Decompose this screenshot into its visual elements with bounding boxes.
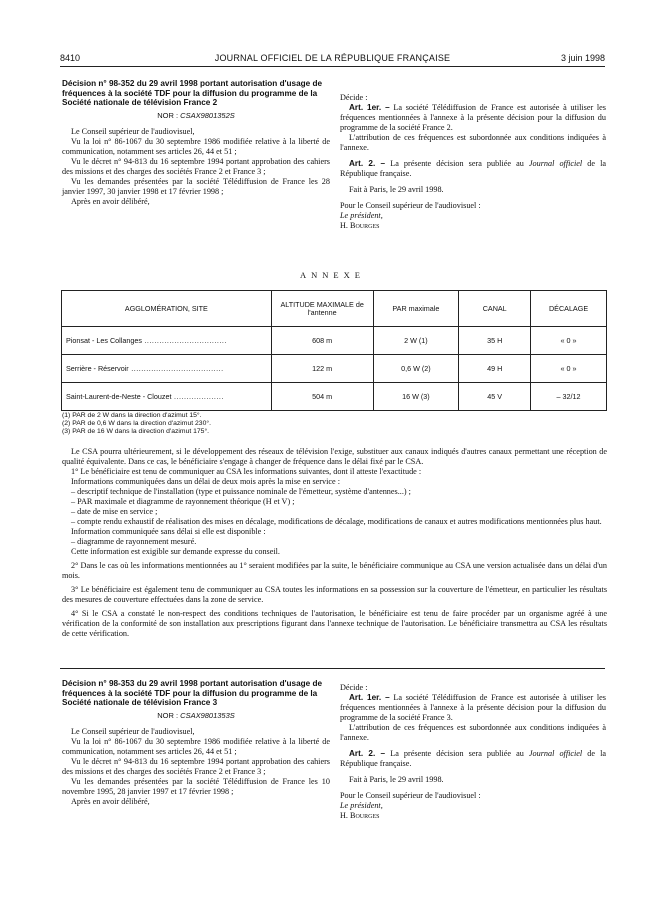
decision2-para: Vu la loi n° 86-1067 du 30 septembre 1986 modifiée relative à la liberté de communication, notamment ses articles 26, 44 et 51 ; [62, 736, 330, 756]
decision1-art1-label: Art. 1er. – [349, 103, 390, 112]
page-header [60, 53, 605, 67]
site-name: Saint-Laurent-de-Neste - Clouzet [66, 392, 172, 401]
annexe-table-header [62, 291, 607, 327]
decision1-fait: Fait à Paris, le 29 avril 1998. [349, 185, 444, 194]
column-header: DÉCALAGE [531, 291, 607, 327]
annexe-title: ANNEXE [300, 270, 365, 280]
leader-dots: .................... [171, 392, 224, 401]
site-cell [62, 327, 272, 355]
decalage-cell: – 32/12 [531, 383, 607, 411]
annexe-paragraph: 2° Dans le cas où les informations mentionnées au 1° seraient modifiées par la suite, le bénéficiaire communique au CSA une version actualisée dans un délai d'un mois. [62, 561, 607, 580]
decision1-para: Vu le décret n° 94-813 du 16 septembre 1994 portant approbation des cahiers des missions et des charges des sociétés France 2 et France 3 ; [62, 156, 330, 176]
table-row [62, 355, 607, 383]
decision1-art1-para2: L'attribution de ces fréquences est subordonnée aux conditions indiquées à l'annexe. [340, 133, 606, 152]
decision2-art2-label: Art. 2. – [349, 749, 386, 758]
decalage-cell: « 0 » [531, 327, 607, 355]
decision2-art2-pre: La présente décision sera publiée au [390, 749, 524, 758]
decision2-art1-text: La société Télédiffusion de France est autorisée à utiliser les fréquences mentionnées à l'annexe à la présente décision pour la diffusion du programme de la société France 3. [340, 693, 606, 722]
decision2-decide: Décide : [340, 683, 368, 692]
annexe-paragraph: – compte rendu exhaustif de réalisation des mises en décalage, modifications de décalage, modifications de canaux et autres modifications mentionnées plus haut. [71, 517, 602, 526]
decision2-art2-post: de la République française. [340, 749, 607, 768]
column-header: ALTITUDE MAXIMALE de l'antenne [271, 291, 373, 327]
decision1-art1 [340, 103, 606, 133]
decision2-art1-label: Art. 1er. – [349, 693, 390, 702]
site-cell [62, 355, 272, 383]
decision1-para: Vu la loi n° 86-1067 du 30 septembre 1986 modifiée relative à la liberté de communication, notamment ses articles 26, 44 et 51 ; [62, 136, 330, 156]
annexe-paragraph: – descriptif technique de l'installation (type et puissance nominale de l'émetteur, système d'antennes...) ; [71, 487, 411, 496]
decision1-art2-pre: La présente décision sera publiée au [390, 159, 524, 168]
table-row [62, 383, 607, 411]
decision2-sig-line1: Pour le Conseil supérieur de l'audiovisuel : [340, 791, 481, 800]
decision1-art2-label: Art. 2. – [349, 159, 386, 168]
annexe-paragraph: Informations communiquées dans un délai de deux mois après la mise en service : [71, 477, 340, 486]
decision2-para: Après en avoir délibéré, [71, 796, 150, 806]
table-note: (3) PAR de 16 W dans la direction d'azimut 175°. [62, 428, 210, 435]
decision1-sig-line1: Pour le Conseil supérieur de l'audiovisuel : [340, 201, 481, 210]
decision2-left-column [62, 679, 330, 807]
site-cell [62, 383, 272, 411]
decision2-sig-president: Le président, [340, 801, 383, 810]
annexe-paragraph: – date de mise en service ; [71, 507, 158, 516]
decision1-sig-president: Le président, [340, 211, 383, 220]
canal-cell: 49 H [459, 355, 531, 383]
annexe-paragraph: – diagramme de rayonnement mesuré. [71, 537, 197, 546]
decision1-art1-text: La société Télédiffusion de France est autorisée à utiliser les fréquences mentionnées à l'annexe à la présente décision pour la diffusion du programme de la société France 2. [340, 103, 606, 132]
leader-dots: ................................. [141, 336, 227, 345]
decision2-nor-label: NOR : [157, 710, 179, 720]
decision1-sig-line2 [340, 211, 606, 221]
decision2-title: Décision n° 98-353 du 29 avril 1998 portant autorisation d'usage de fréquences à la société TDF pour la diffusion du programme de la Société nationale de télévision France 3 [62, 679, 323, 707]
annexe-table [61, 290, 607, 411]
header-rule [60, 66, 605, 67]
annexe-paragraph: – PAR maximale et diagramme de rayonnement théorique (H et V) ; [71, 497, 295, 506]
annexe-paragraph: Information communiquée sans délai si elle est disponible : [71, 527, 266, 536]
site-name: Pionsat - Les Collanges [66, 336, 142, 345]
decision2-art1-para2: L'attribution de ces fréquences est subordonnée aux conditions indiquées à l'annexe. [340, 723, 606, 742]
decision2-para: Le Conseil supérieur de l'audiovisuel, [71, 726, 195, 736]
par-cell: 16 W (3) [373, 383, 459, 411]
annexe-paragraph: 4° Si le CSA a constaté le non-respect des conditions techniques de l'autorisation, le bénéficiaire est tenu de faire procéder par un organisme agréé à une vérification de la conformité de son installation aux prescriptions figurant dans l'annexe technique de l'autorisation. Le bénéficiaire transmettra au CSA les résultats de cette vérification. [62, 609, 607, 638]
table-note: (1) PAR de 2 W dans la direction d'azimut 15°. [62, 412, 202, 419]
decision2-art2-journal: Journal officiel [528, 749, 583, 758]
decision2-sig-line2 [340, 801, 606, 811]
decision1-para: Vu les demandes présentées par la société Télédiffusion de France les 28 janvier 1997, 30 janvier 1998 et 17 février 1998 ; [62, 176, 330, 196]
decision2-para: Vu les demandes présentées par la société Télédiffusion de France les 10 novembre 1995, 28 janvier 1997 et 17 février 1998 ; [62, 776, 330, 796]
decision1-para: Après en avoir délibéré, [71, 196, 150, 206]
annexe-paragraph: 3° Le bénéficiaire est également tenu de communiquer au CSA toutes les informations en sa possession sur la couverture de l'émetteur, en particulier les résultats des mesures de couverture effectuées dans la zone de service. [62, 585, 607, 604]
decision1-art2-journal: Journal officiel [528, 159, 583, 168]
annexe-paragraph: Cette information est exigible sur demande expresse du conseil. [71, 547, 280, 556]
decision2-nor-value: CSAX9801353S [180, 710, 235, 720]
annexe-body [62, 447, 607, 639]
decision1-para: Le Conseil supérieur de l'audiovisuel, [71, 126, 195, 136]
altitude-cell: 608 m [271, 327, 373, 355]
table-row [62, 327, 607, 355]
page-number: 8410 [60, 53, 81, 63]
decision1-nor [62, 111, 330, 121]
journal-title: JOURNAL OFFICIEL DE LA RÉPUBLIQUE FRANÇAISE [214, 53, 451, 63]
decision2-sig-line3: H. Bourges [340, 811, 380, 820]
decision2-right-column [340, 683, 606, 821]
table-note: (2) PAR de 0,6 W dans la direction d'azimut 230°. [62, 420, 211, 427]
decision-separator [60, 668, 605, 669]
altitude-cell: 504 m [271, 383, 373, 411]
leader-dots: ..................................... [128, 364, 224, 373]
table-notes [62, 412, 211, 436]
annexe-paragraph: Le CSA pourra ultérieurement, si le développement des réseaux de télévision l'exige, substituer aux canaux indiqués d'autres canaux permettant une réception de qualité équivalente. Dans ce cas, le bénéficiaire s'engage à changer de fréquence dans le délai fixé par le CSA. [62, 447, 607, 466]
decision2-nor [62, 711, 330, 721]
altitude-cell: 122 m [271, 355, 373, 383]
decision1-nor-value: CSAX9801352S [180, 110, 235, 120]
decision1-art2-post: de la République française. [340, 159, 607, 178]
decision2-art1 [340, 693, 606, 723]
par-cell: 0,6 W (2) [373, 355, 459, 383]
decision1-title: Décision n° 98-352 du 29 avril 1998 portant autorisation d'usage de fréquences à la société TDF pour la diffusion du programme de la Société nationale de télévision France 2 [62, 79, 323, 107]
column-header: CANAL [459, 291, 531, 327]
decision1-right-column [340, 93, 606, 231]
canal-cell: 35 H [459, 327, 531, 355]
decision1-sig-line3: H. Bourges [340, 221, 380, 230]
decision1-decide: Décide : [340, 93, 368, 102]
decision2-para: Vu le décret n° 94-813 du 16 septembre 1994 portant approbation des cahiers des missions et des charges des sociétés France 2 et France 3 ; [62, 756, 330, 776]
decision2-art2 [340, 749, 606, 769]
annexe-paragraph: 1° Le bénéficiaire est tenu de communiquer au CSA les informations suivantes, dont il atteste l'exactitude : [71, 467, 422, 476]
column-header: PAR maximale [373, 291, 459, 327]
par-cell: 2 W (1) [373, 327, 459, 355]
canal-cell: 45 V [459, 383, 531, 411]
decision1-nor-label: NOR : [157, 110, 179, 120]
column-header: AGGLOMÉRATION, SITE [62, 291, 272, 327]
site-name: Serrière - Réservoir [66, 364, 129, 373]
decision1-art2 [340, 159, 606, 179]
decalage-cell: « 0 » [531, 355, 607, 383]
decision2-fait: Fait à Paris, le 29 avril 1998. [349, 775, 444, 784]
issue-date: 3 juin 1998 [560, 53, 605, 63]
decision1-left-column [62, 79, 330, 207]
